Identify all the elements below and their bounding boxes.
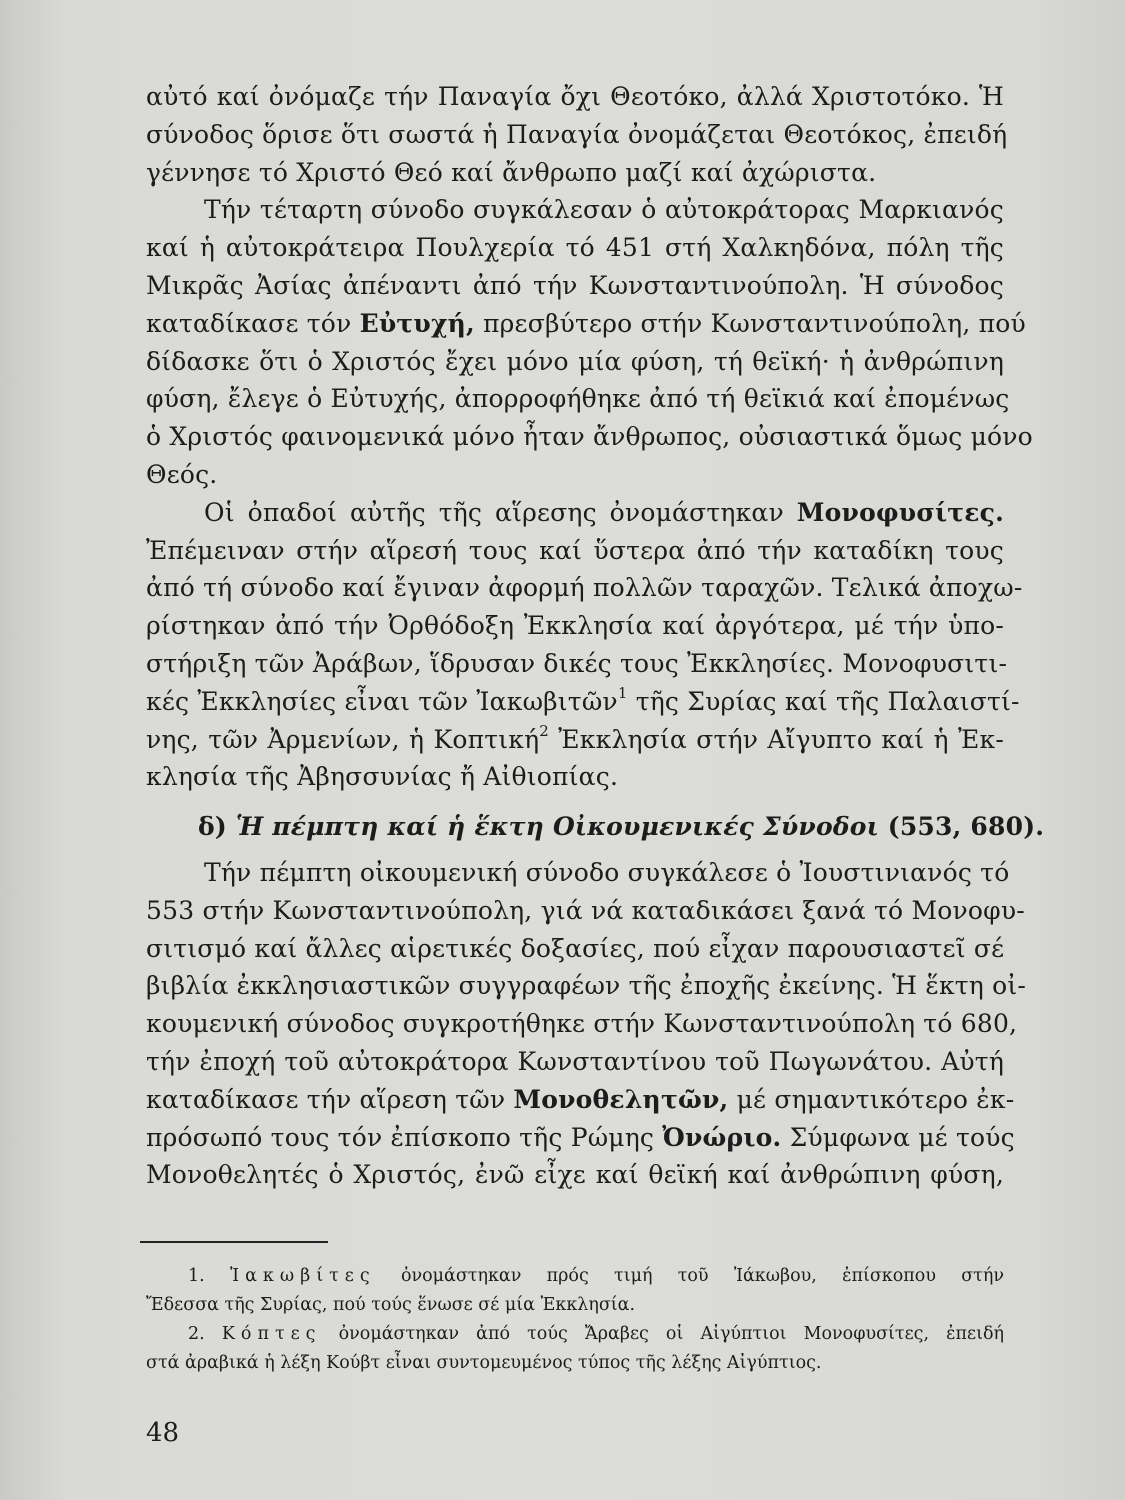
- text-run: Σύμφωνα μέ τούς: [781, 1122, 1015, 1152]
- footnote-term: Ἰακωβίτες: [229, 1266, 376, 1286]
- footnote-number: 1.: [188, 1266, 205, 1286]
- text-line: βιβλία ἐκκλησιαστικῶν συγγραφέων τῆς ἐποχῆς ἐκείνης. Ἡ ἕκτη οἰ-: [146, 971, 1027, 1001]
- text-run: πρεσβύτερο στήν Κωνσταντινούπολη, πού: [474, 308, 1026, 338]
- footnote-1: [146, 1262, 1004, 1291]
- text-line: [146, 305, 1026, 343]
- footnote-number: 2.: [188, 1324, 205, 1344]
- text-run: Ἐκκλησία στήν Αἴγυπτο καί ἡ Ἐκ-: [549, 724, 1004, 754]
- text-run: πρόσωπό τους τόν ἐπίσκοπο τῆς Ρώμης: [146, 1122, 663, 1152]
- text-line: [146, 1081, 1015, 1119]
- text-run: καταδίκασε τόν: [146, 308, 360, 338]
- text-line: τήν ἐποχή τοῦ αὐτοκράτορα Κωνσταντίνου τοῦ Πωγωνάτου. Αὐτή: [146, 1046, 1004, 1076]
- term-honorius: Ὀνώριο.: [662, 1122, 782, 1152]
- text-run: νης, τῶν Ἀρμενίων, ἡ Κοπτική: [146, 724, 540, 754]
- text-line: κουμενική σύνοδος συγκροτήθηκε στήν Κωνσταντινούπολη τό 680,: [146, 1009, 1018, 1039]
- main-text: [146, 78, 1045, 1194]
- text-line: αὐτό καί ὀνόμαζε τήν Παναγία ὄχι Θεοτόκο, ἀλλά Χριστοτόκο. Ἡ: [146, 82, 1004, 111]
- footnote-2-cont: στά ἀραβικά ἡ λέξη Κούβτ εἶναι συντομευμένος τύπος τῆς λέξης Αἰγύπτιος.: [146, 1353, 822, 1373]
- heading-years: (553, 680).: [887, 812, 1045, 842]
- text-run: Οἱ ὀπαδοί αὐτῆς τῆς αἵρεσης ὀνομάστηκαν: [204, 497, 797, 527]
- heading-prefix: δ): [198, 812, 227, 842]
- footnote-1-cont: Ἔδεσσα τῆς Συρίας, πού τούς ἕνωσε σέ μία Ἐκκλησία.: [146, 1295, 636, 1315]
- term-monothelites: Μονοθελητῶν,: [513, 1084, 729, 1114]
- footnote-term: Κόπτες: [221, 1324, 322, 1344]
- text-line: ὁ Χριστός φαινομενικά μόνο ἦταν ἄνθρωπος, οὐσιαστικά ὅμως μόνο: [146, 422, 1033, 452]
- text-line: σύνοδος ὅρισε ὅτι σωστά ἡ Παναγία ὀνομάζεται Θεοτόκος, ἐπειδή: [146, 119, 1008, 149]
- footnote-text: ὀνομάστηκαν ἀπό τούς Ἄραβες οἱ Αἰγύπτιοι Μονοφυσίτες, ἐπειδή: [338, 1324, 1004, 1344]
- text-line: στήριξη τῶν Ἀράβων, ἵδρυσαν δικές τους Ἐκκλησίες. Μονοφυσιτι-: [146, 648, 1008, 678]
- footnote-ref: 2: [539, 722, 549, 741]
- term-eutyches: Εὐτυχή,: [359, 308, 475, 338]
- heading-title: Ἡ πέμπτη καί ἡ ἕκτη Οἰκουμενικές Σύνοδοι: [235, 812, 879, 842]
- text-line: [146, 683, 1020, 721]
- text-line: κλησία τῆς Ἀβησσυνίας ἤ Αἰθιοπίας.: [146, 762, 619, 792]
- text-line: ἀπό τή σύνοδο καί ἔγιναν ἀφορμή πολλῶν ταραχῶν. Τελικά ἀποχω-: [146, 573, 1023, 603]
- text-line: [146, 1119, 1015, 1157]
- term-monophysites: Μονοφυσίτες.: [796, 497, 1004, 527]
- text-line: δίδασκε ὅτι ὁ Χριστός ἔχει μόνο μία φύση, τή θεϊκή· ἡ ἀνθρώπινη: [146, 346, 1004, 376]
- text-line: Μονοθελητές ὁ Χριστός, ἐνῶ εἶχε καί θεϊκή καί ἀνθρώπινη φύση,: [146, 1160, 1004, 1190]
- text-run: μέ σημαντικότερο ἐκ-: [728, 1084, 1015, 1114]
- footnotes: [146, 1262, 1004, 1378]
- footnote-ref: 1: [617, 684, 628, 703]
- text-run: καταδίκασε τήν αἵρεση τῶν: [146, 1084, 514, 1114]
- text-line: Τήν τέταρτη σύνοδο συγκάλεσαν ὁ αὐτοκράτορας Μαρκιανός: [204, 195, 1004, 225]
- footnote-text: ὀνομάστηκαν πρός τιμή τοῦ Ἰάκωβου, ἐπίσκοπου στήν: [400, 1266, 1004, 1286]
- text-line: σιτισμό καί ἄλλες αἱρετικές δοξασίες, πού εἶχαν παρουσιαστεῖ σέ: [146, 933, 1005, 963]
- text-line: Τήν πέμπτη οἰκουμενική σύνοδο συγκάλεσε ὁ Ἰουστινιανός τό: [204, 857, 1010, 887]
- footnote-separator: [140, 1241, 328, 1243]
- text-line: φύση, ἔλεγε ὁ Εὐτυχής, ἀπορροφήθηκε ἀπό τή θεϊκιά καί ἐπομένως: [146, 384, 1010, 414]
- text-line: καί ἡ αὐτοκράτειρα Πουλχερία τό 451 στή Χαλκηδόνα, πόλη τῆς: [146, 233, 1004, 263]
- text-run: κές Ἐκκλησίες εἶναι τῶν Ἰακωβιτῶν: [146, 686, 618, 716]
- text-line: 553 στήν Κωνσταντινούπολη, γιά νά καταδικάσει ξανά τό Μονοφυ-: [146, 895, 1025, 925]
- text-line: γέννησε τό Χριστό Θεό καί ἄνθρωπο μαζί καί ἀχώριστα.: [146, 157, 877, 187]
- text-line: ρίστηκαν ἀπό τήν Ὀρθόδοξη Ἐκκλησία καί ἀργότερα, μέ τήν ὑπο-: [146, 611, 1004, 641]
- text-line: [146, 721, 1004, 759]
- page-number: 48: [146, 1418, 180, 1448]
- section-heading: [146, 808, 1045, 846]
- text-line: Θεός.: [146, 459, 218, 489]
- text-line: [146, 494, 1004, 532]
- footnote-2: [146, 1320, 1004, 1349]
- text-run: τῆς Συρίας καί τῆς Παλαιστί-: [627, 686, 1020, 716]
- text-line: Μικρᾶς Ἀσίας ἀπέναντι ἀπό τήν Κωνσταντινούπολη. Ἡ σύνοδος: [146, 270, 1004, 300]
- text-line: Ἐπέμειναν στήν αἵρεσή τους καί ὕστερα ἀπό τήν καταδίκη τους: [146, 535, 1004, 565]
